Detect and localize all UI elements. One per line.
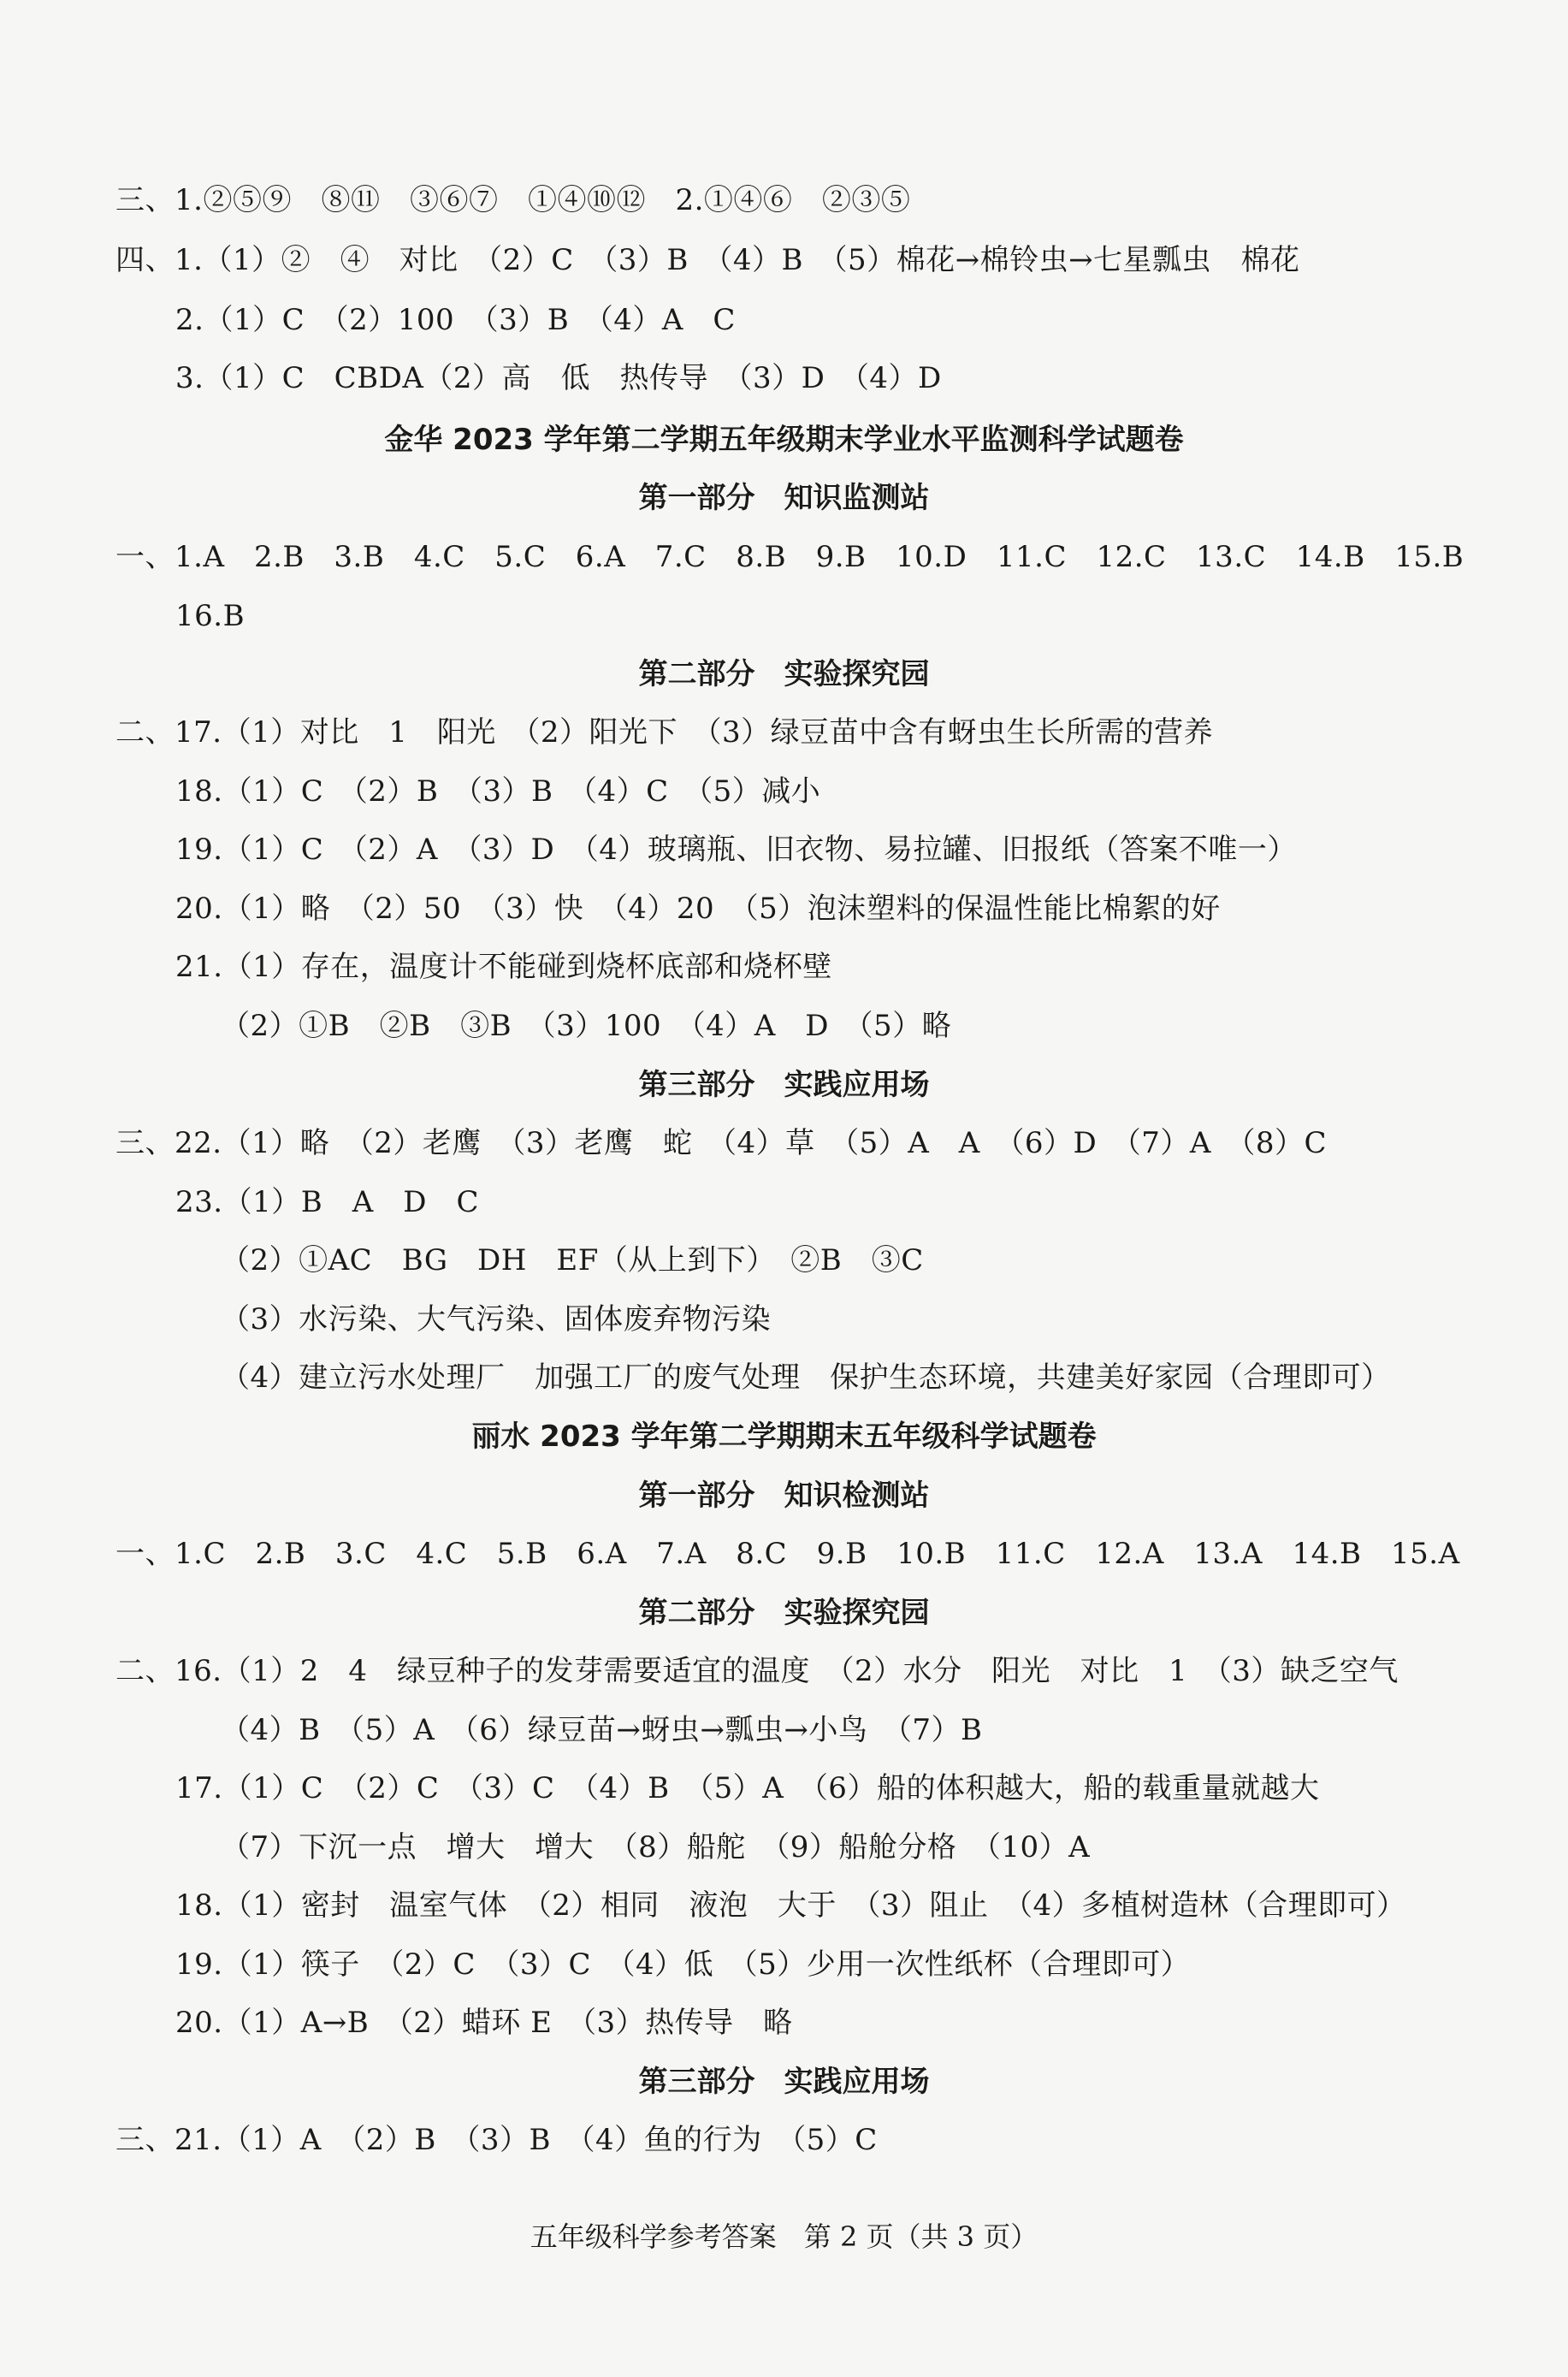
jinhua-q17: 二、17.（1）对比 1 阳光 （2）阳光下 （3）绿豆苗中含有蚜虫生长所需的营养 (115, 715, 1214, 750)
jinhua-q20: 20.（1）略 （2）50 （3）快 （4）20 （5）泡沫塑料的保温性能比棉絮的好 (175, 892, 1221, 926)
lishui-part1-line1: 一、1.C 2.B 3.C 4.C 5.B 6.A 7.A 8.C 9.B 10.B 11.C 12.A 13.A 14.B 15.A (115, 1537, 1460, 1571)
line-section4-q2: 2.（1）C （2）100 （3）B （4）A C (175, 303, 736, 337)
lishui-q20: 20.（1）A→B （2）蜡环 E （3）热传导 略 (175, 2006, 793, 2040)
jinhua-q23-3: （3）水污染、大气污染、固体废弃物污染 (221, 1302, 772, 1337)
line-section4-q3: 3.（1）C CBDA（2）高 低 热传导 （3）D （4）D (175, 361, 942, 395)
page-footer: 五年级科学参考答案 第 2 页（共 3 页） (530, 2220, 1038, 2253)
jinhua-q21-cont: （2）①B ②B ③B （3）100 （4）A D （5）略 (221, 1009, 952, 1043)
jinhua-q21: 21.（1）存在，温度计不能碰到烧杯底部和烧杯壁 (175, 950, 832, 984)
jinhua-q23-2: （2）①AC BG DH EF（从上到下） ②B ③C (221, 1243, 924, 1277)
lishui-title: 丽水 2023 学年第二学期期末五年级科学试题卷 (471, 1420, 1097, 1454)
jinhua-q23: 23.（1）B A D C (175, 1185, 480, 1219)
lishui-part3-heading: 第三部分 实践应用场 (638, 2065, 930, 2099)
lishui-q16: 二、16.（1）2 4 绿豆种子的发芽需要适宜的温度 （2）水分 阳光 对比 1 （3）缺乏空气 (115, 1654, 1399, 1688)
jinhua-part1-line2: 16.B (175, 599, 246, 633)
lishui-q17: 17.（1）C （2）C （3）C （4）B （5）A （6）船的体积越大，船的载重量就越大 (175, 1771, 1320, 1805)
lishui-q17-cont: （7）下沉一点 增大 增大 （8）船舵 （9）船舱分格 （10）A (221, 1830, 1091, 1864)
jinhua-q22: 三、22.（1）略 （2）老鹰 （3）老鹰 蛇 （4）草 （5）A A （6）D （7）A （8）C (115, 1126, 1328, 1160)
jinhua-part1-heading: 第一部分 知识监测站 (638, 481, 930, 515)
jinhua-q19: 19.（1）C （2）A （3）D （4）玻璃瓶、旧衣物、易拉罐、旧报纸（答案不唯一） (175, 833, 1297, 867)
lishui-q21: 三、21.（1）A （2）B （3）B （4）鱼的行为 （5）C (115, 2123, 878, 2157)
lishui-q19: 19.（1）筷子 （2）C （3）C （4）低 （5）少用一次性纸杯（合理即可） (175, 1947, 1191, 1982)
jinhua-part3-heading: 第三部分 实践应用场 (638, 1068, 930, 1102)
line-section4-q1: 四、1.（1）② ④ 对比 （2）C （3）B （4）B （5）棉花→棉铃虫→七星瓢虫 棉花 (115, 243, 1300, 277)
jinhua-part1-line1: 一、1.A 2.B 3.B 4.C 5.C 6.A 7.C 8.B 9.B 10.D 11.C 12.C 13.C 14.B 15.B (115, 540, 1464, 574)
jinhua-q18: 18.（1）C （2）B （3）B （4）C （5）减小 (175, 774, 821, 809)
lishui-part1-heading: 第一部分 知识检测站 (638, 1479, 930, 1513)
lishui-part2-heading: 第二部分 实验探究园 (638, 1596, 930, 1630)
line-section3-old: 三、1.②⑤⑨ ⑧⑪ ③⑥⑦ ①④⑩⑫ 2.①④⑥ ②③⑤ (115, 183, 911, 217)
lishui-q16-cont: （4）B （5）A （6）绿豆苗→蚜虫→瓢虫→小鸟 （7）B (221, 1713, 983, 1747)
lishui-q18: 18.（1）密封 温室气体 （2）相同 液泡 大于 （3）阻止 （4）多植树造林（合理即可） (175, 1888, 1406, 1923)
jinhua-q23-4: （4）建立污水处理厂 加强工厂的废气处理 保护生态环境，共建美好家园（合理即可） (221, 1360, 1391, 1395)
jinhua-part2-heading: 第二部分 实验探究园 (638, 657, 930, 691)
jinhua-title: 金华 2023 学年第二学期五年级期末学业水平监测科学试题卷 (384, 423, 1184, 457)
